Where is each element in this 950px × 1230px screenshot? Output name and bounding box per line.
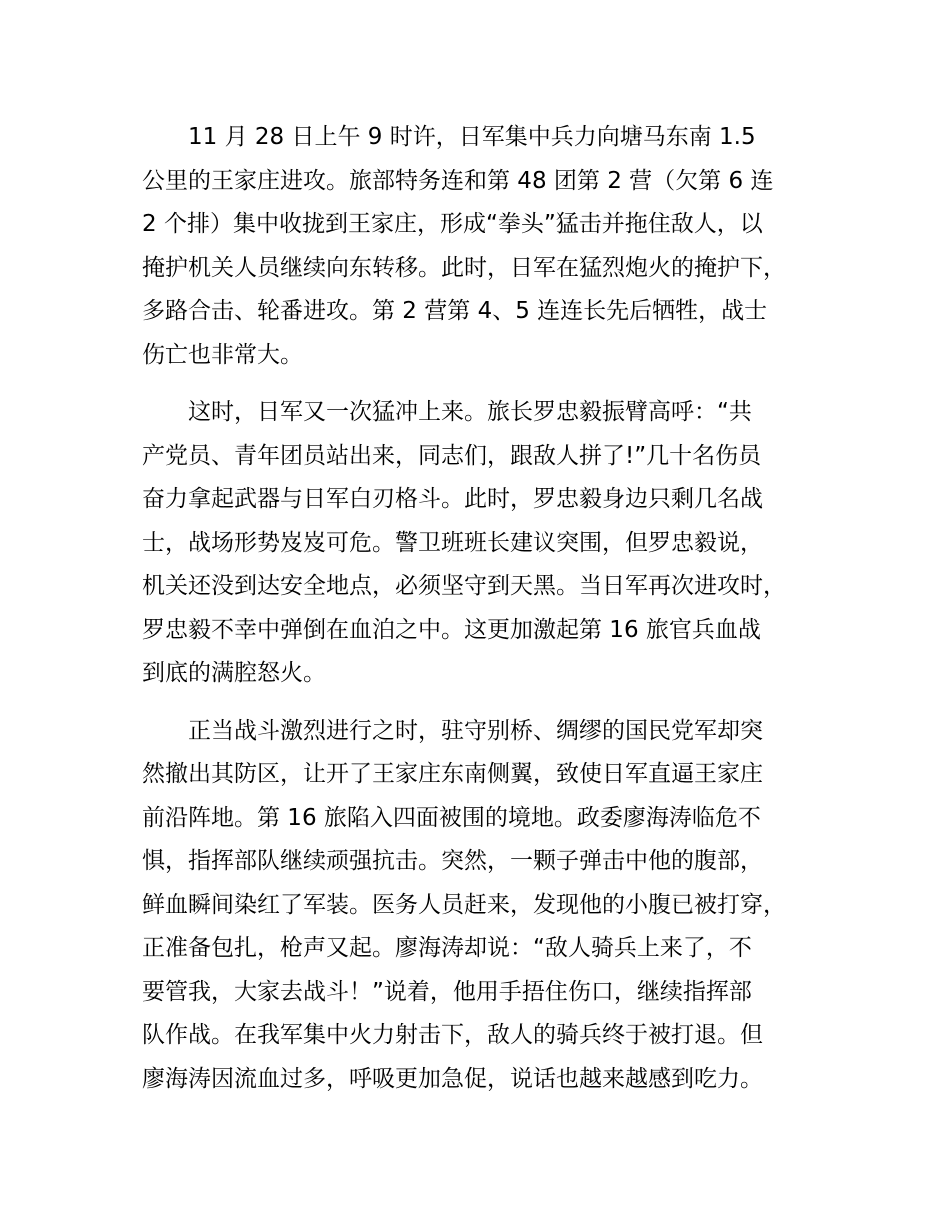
paragraph-3	[142, 710, 842, 1102]
text-line: 正准备包扎，枪声又起。廖海涛却说：“敌人骑兵上来了，不	[142, 935, 752, 961]
text-line: 公里的王家庄进攻。旅部特务连和第 48 团第 2 营（欠第 6 连	[142, 167, 774, 194]
text-line: 然撤出其防区，让开了王家庄东南侧翼，致使日军直逼王家庄	[142, 761, 763, 787]
document-body	[142, 116, 842, 1101]
text-line: 罗忠毅不幸中弹倒在血泊之中。这更加激起第 16 旅官兵血战	[142, 616, 761, 643]
text-line: 伤亡也非常大。	[142, 341, 303, 368]
text-line: 廖海涛因流血过多，呼吸更加急促，说话也越来越感到吃力。	[142, 1065, 763, 1092]
paragraph-2	[142, 391, 842, 696]
text-line: 11 月 28 日上午 9 时许，日军集中兵力向塘马东南 1.5	[142, 124, 756, 150]
text-line: 队作战。在我军集中火力射击下，敌人的骑兵终于被打退。但	[142, 1022, 763, 1048]
text-line: 奋力拿起武器与日军白刃格斗。此时，罗忠毅身边只剩几名战	[142, 486, 763, 512]
text-line: 要管我，大家去战斗！”说着，他用手捂住伤口，继续指挥部	[142, 978, 752, 1005]
text-line: 机关还没到达安全地点，必须坚守到天黑。当日军再次进攻时，	[142, 573, 786, 599]
text-line: 掩护机关人员继续向东转移。此时，日军在猛烈炮火的掩护下，	[142, 254, 786, 281]
text-line: 这时，日军又一次猛冲上来。旅长罗忠毅振臂高呼：“共	[142, 399, 752, 425]
text-line: 到底的满腔怒火。	[142, 660, 326, 686]
text-line: 多路合击、轮番进攻。第 2 营第 4、5 连连长先后牺牲，战士	[142, 298, 768, 324]
paragraph-spacer	[142, 696, 842, 710]
text-line: 前沿阵地。第 16 旅陷入四面被围的境地。政委廖海涛临危不	[142, 804, 761, 831]
text-line: 正当战斗激烈进行之时，驻守别桥、绸缪的国民党军却突	[142, 717, 763, 744]
paragraph-spacer	[142, 377, 842, 391]
text-line: 产党员、青年团员站出来，同志们，跟敌人拼了!”几十名伤员	[142, 442, 762, 469]
text-line: 惧，指挥部队继续顽强抗击。突然，一颗子弹击中他的腹部，	[142, 848, 763, 874]
text-line: 鲜血瞬间染红了军装。医务人员赶来，发现他的小腹已被打穿，	[142, 891, 786, 918]
text-line: 2 个排）集中收拢到王家庄，形成“拳头”猛击并拖住敌人，以	[142, 211, 763, 237]
text-line: 士，战场形势岌岌可危。警卫班班长建议突围，但罗忠毅说，	[142, 529, 763, 556]
paragraph-1	[142, 116, 842, 377]
